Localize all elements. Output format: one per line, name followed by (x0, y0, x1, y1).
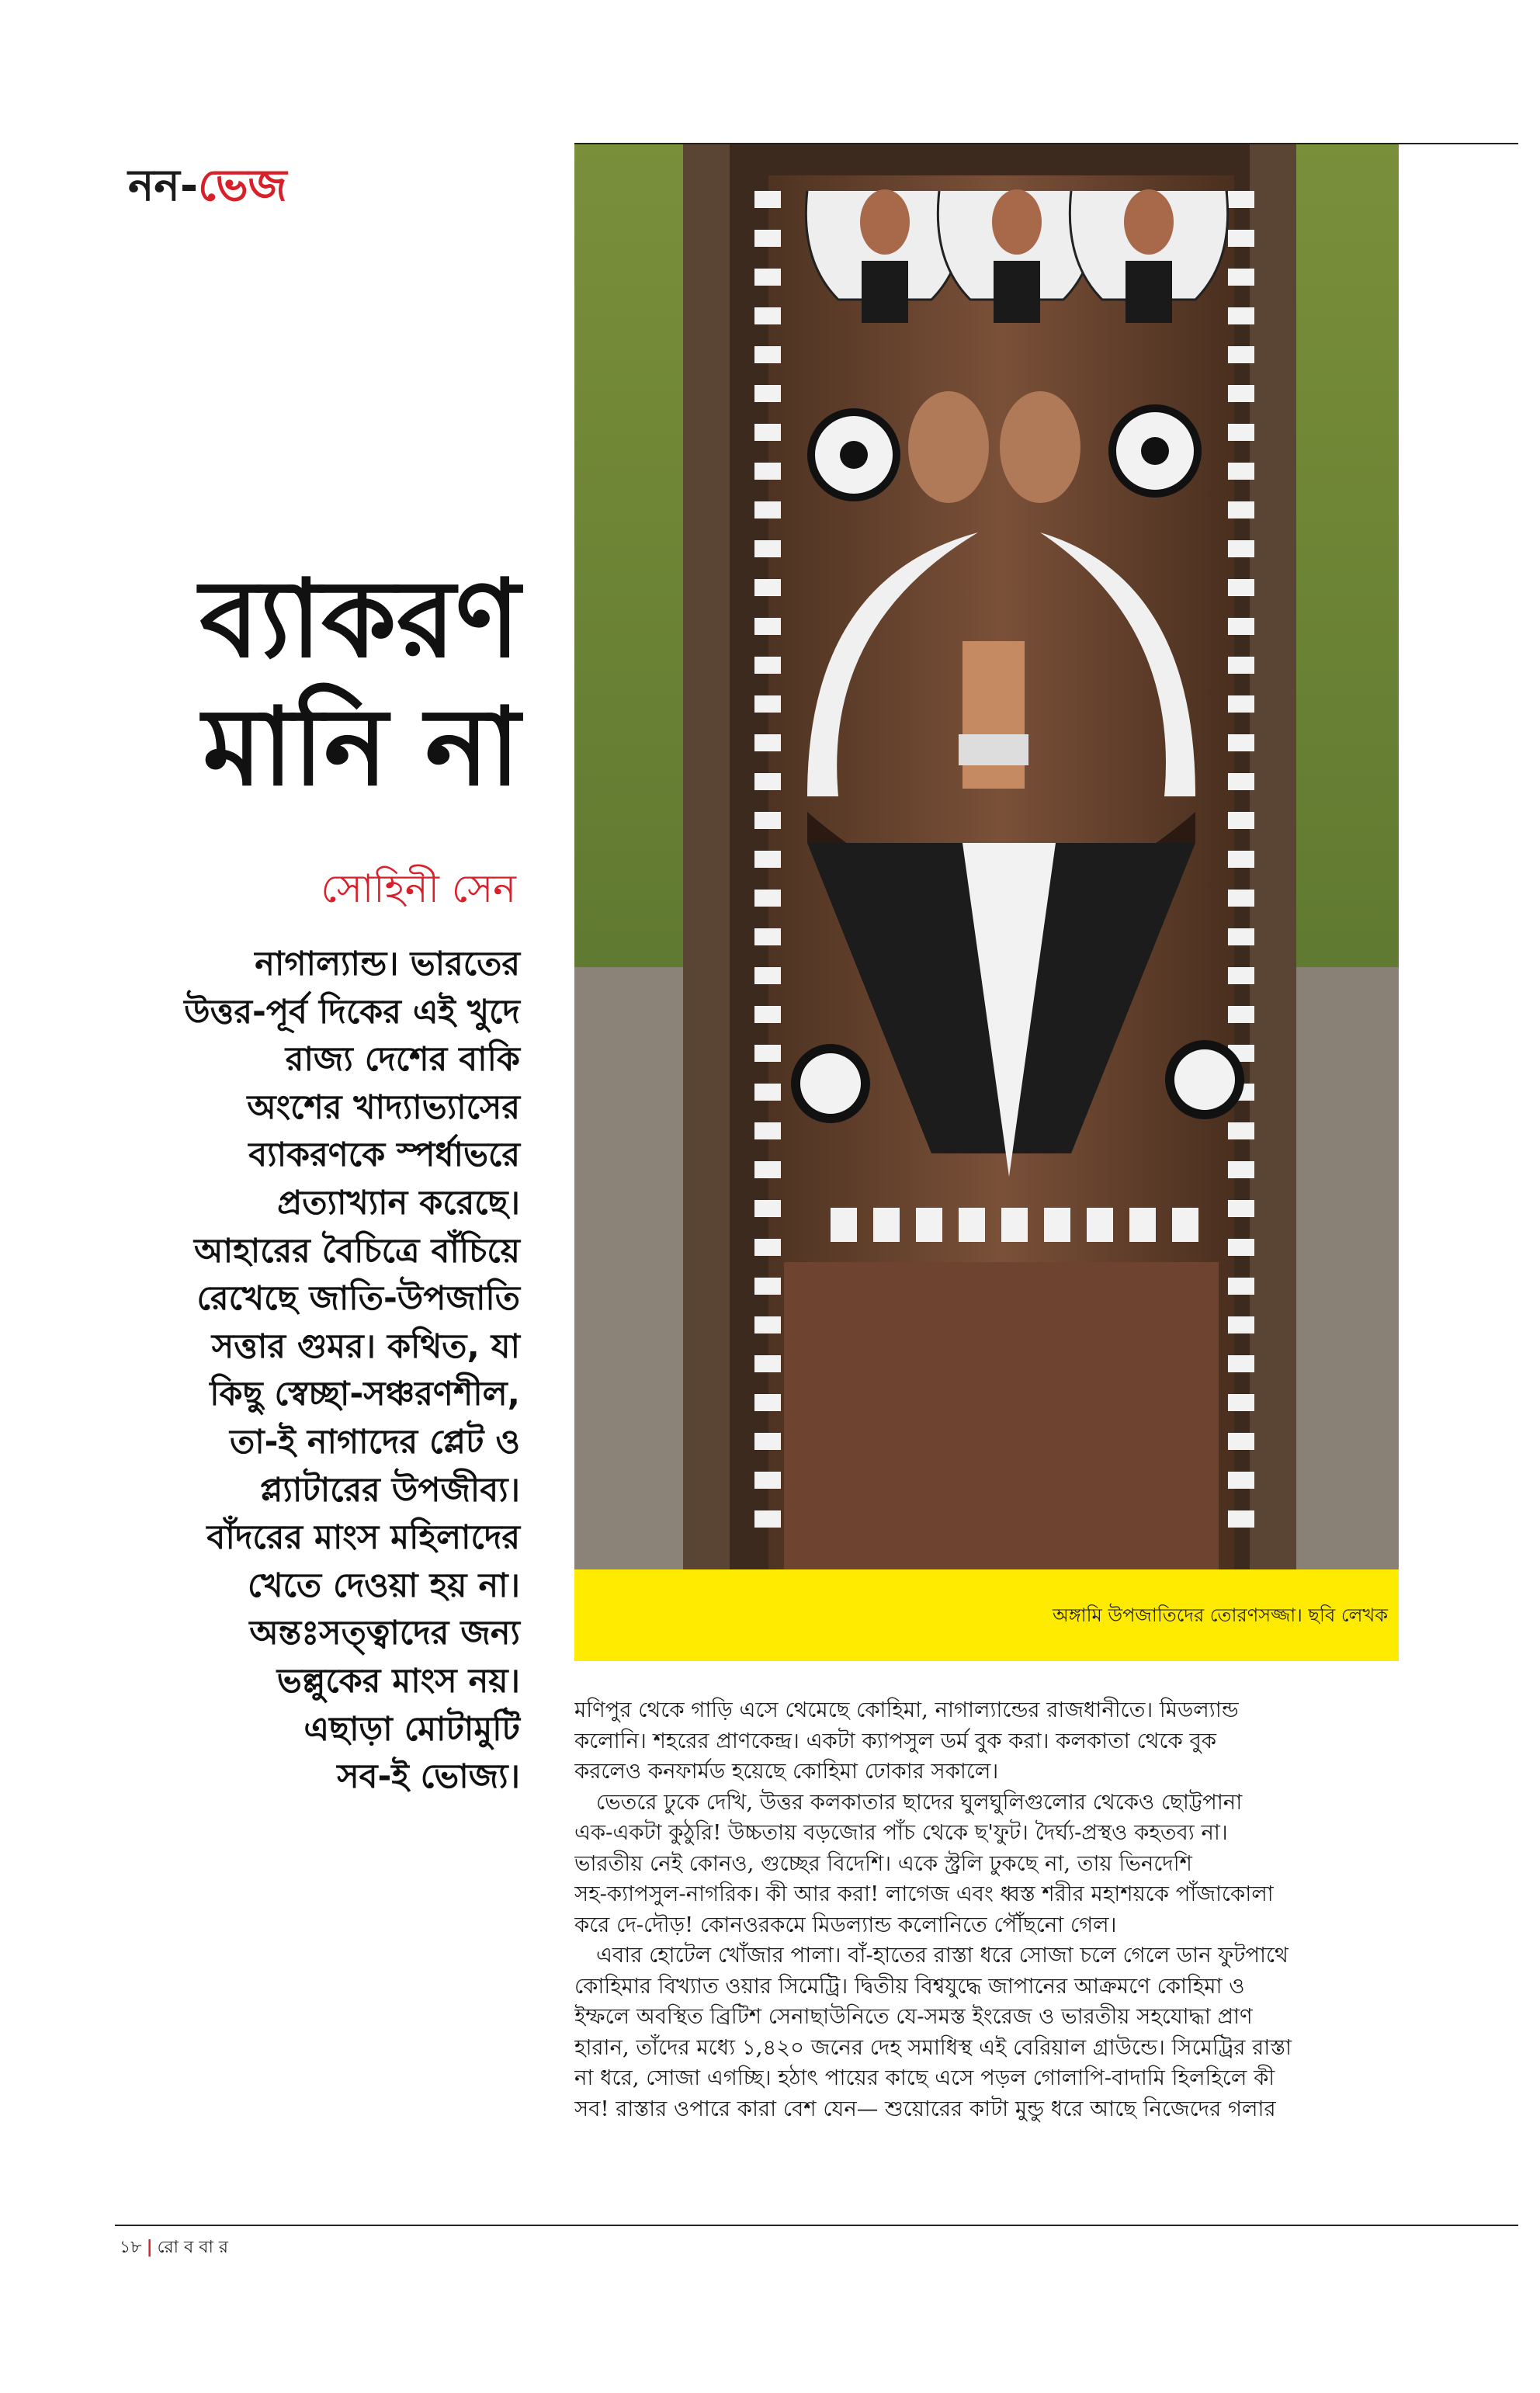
body-line: করে দে-দৌড়! কোনওরকমে মিডল্যান্ড কলোনিতে পৌঁছনো গেল। (574, 1912, 1117, 1937)
folio-separator: | (146, 2238, 153, 2257)
intro-line: প্রত্যাখ্যান করেছে। (277, 1183, 520, 1223)
intro-line: খেতে দেওয়া হয় না। (247, 1566, 520, 1605)
intro-line: এছাড়া মোটামুটি (303, 1709, 520, 1749)
intro-paragraph (116, 941, 520, 1802)
intro-line: রেখেছে জাতি-উপজাতি (196, 1279, 520, 1319)
intro-line: নাগাল্যান্ড। ভারতের (255, 945, 520, 983)
intro-line: অংশের খাদ্যাভ্যাসের (247, 1087, 520, 1127)
article-body (574, 1695, 1399, 2124)
section-label-prefix: নন- (128, 161, 199, 211)
body-line: ভারতীয় নেই কোনও, গুচ্ছের বিদেশি। একে স্ট্রলি ঢুকছে না, তায় ভিনদেশি (574, 1850, 1192, 1876)
headline (116, 555, 520, 811)
intro-line: ভল্লুকের মাংস নয়। (276, 1661, 520, 1701)
intro-line: ব্যাকরণকে স্পর্ধাভরে (248, 1136, 520, 1175)
body-line: কোহিমার বিখ্যাত ওয়ার সিমেট্রি। দ্বিতীয় বিশ্বযুদ্ধে জাপানের আক্রমণে কোহিমা ও (574, 1973, 1245, 1999)
section-label-accent: ভেজ (198, 161, 287, 211)
body-line: কলোনি। শহরের প্রাণকেন্দ্র। একটা ক্যাপসুল ডর্ম বুক করা। কলকাতা থেকে বুক (574, 1728, 1217, 1753)
intro-line: আহারের বৈচিত্রে বাঁচিয়ে (194, 1231, 520, 1271)
intro-line: রাজ্য দেশের বাকি (285, 1040, 520, 1080)
body-line: ইম্ফলে অবস্থিত ব্রিটিশ সেনাছাউনিতে যে-সমস্ত ইংরেজ ও ভারতীয় সহযোদ্ধা প্রাণ (574, 2004, 1253, 2029)
tribal-gate-photo (574, 144, 1399, 1569)
body-line: এবার হোটেল খোঁজার পালা। বাঁ-হাতের রাস্তা ধরে সোজা চলে গেলে ডান ফুটপাথে (596, 1943, 1289, 1968)
intro-line: তা-ই নাগাদের প্লেট ও (229, 1422, 520, 1462)
magazine-name: রো ব বা র (157, 2238, 228, 2257)
body-line: না ধরে, সোজা এগচ্ছি। হঠাৎ পায়ের কাছে এসে পড়ল গোলাপি-বাদামি হিলহিলে কী (574, 2065, 1275, 2090)
headline-line-2: মানি না (203, 685, 520, 810)
body-line: এক-একটা কুঠুরি! উচ্চতায় বড়জোর পাঁচ থেকে ছ'ফুট। দৈর্ঘ্য-প্রস্থও কহতব্য না। (574, 1820, 1228, 1845)
section-label (128, 152, 287, 225)
intro-line: বাঁদরের মাংস মহিলাদের (206, 1518, 520, 1558)
page-number: ১৮ (120, 2238, 142, 2257)
body-line: ভেতরে ঢুকে দেখি, উত্তর কলকাতার ছাদের ঘুলঘুলিগুলোর থেকেও ছোট্টপানা (596, 1789, 1243, 1815)
intro-line: অন্তঃসত্ত্বাদের জন্য (249, 1614, 520, 1653)
body-line: করলেও কনফার্মড হয়েছে কোহিমা ঢোকার সকালে। (574, 1759, 999, 1784)
photo-caption: অঙ্গামি উপজাতিদের তোরণসজ্জা। ছবি লেখক (1052, 1604, 1388, 1626)
body-line: মণিপুর থেকে গাড়ি এসে থেমেছে কোহিমা, নাগাল্যান্ডের রাজধানীতে। মিডল্যান্ড (574, 1698, 1239, 1722)
body-line: হারান, তাঁদের মধ্যে ১,৪২০ জনের দেহ সমাধিস্থ এই বেরিয়াল গ্রাউন্ডে। সিমেট্রির রাস্তা (574, 2034, 1292, 2060)
body-line: সব! রাস্তার ওপারে কারা বেশ যেন— শুয়োরের কাটা মুন্ডু ধরে আছে নিজেদের গলার (574, 2096, 1276, 2121)
intro-line: সত্তার গুমর। কথিত, যা (211, 1327, 520, 1366)
intro-line: কিছু স্বেচ্ছা-সঞ্চরণশীল, (210, 1375, 520, 1414)
bottom-rule (115, 2225, 1518, 2226)
intro-line: উত্তর-পূর্ব দিকের এই খুদে (184, 992, 520, 1032)
body-line: সহ-ক্যাপসুল-নাগরিক। কী আর করা! লাগেজ এবং ধ্বস্ত শরীর মহাশয়কে পাঁজাকোলা (574, 1881, 1274, 1906)
headline-line-1: ব্যাকরণ (199, 557, 520, 681)
page-folio (120, 2234, 228, 2263)
intro-line: প্ল্যাটারের উপজীব্য। (260, 1470, 520, 1510)
author-byline: সোহিনী সেন (321, 866, 516, 911)
photo-illustration (574, 144, 1399, 1569)
intro-line: সব-ই ভোজ্য। (337, 1757, 520, 1797)
caption-bar (574, 1569, 1399, 1661)
